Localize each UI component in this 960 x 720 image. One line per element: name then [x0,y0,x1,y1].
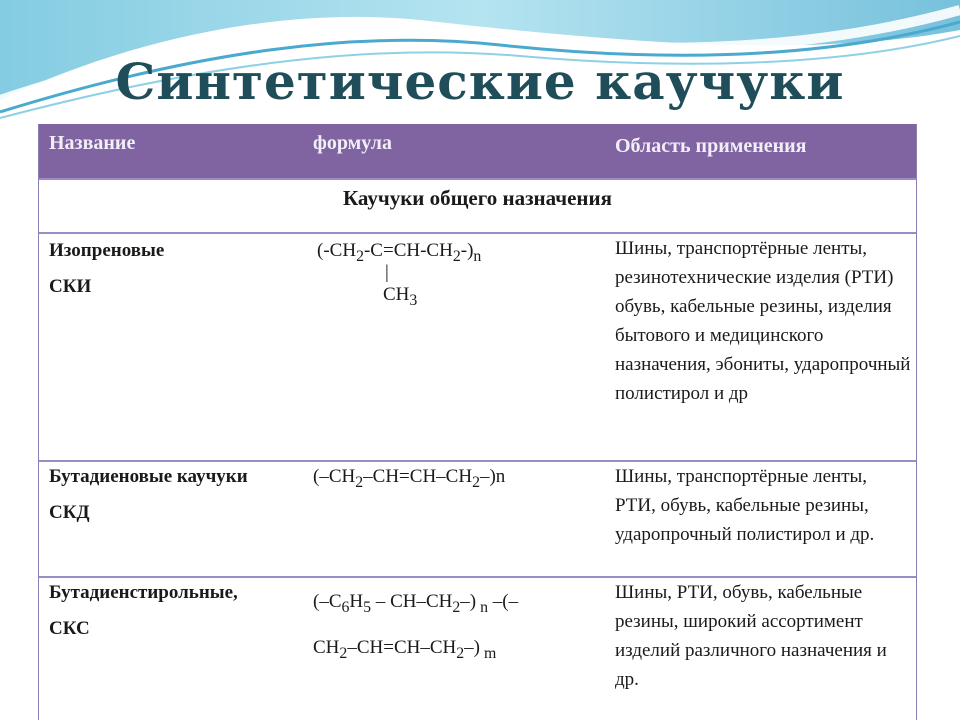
rubber-formula: $(-CH_2-C=CH-CH_2-)_n$ | $CH_3$ [317,240,482,309]
table-header-row [39,124,916,178]
rubber-application: Шины, транспортёрные ленты, РТИ, обувь, кабельные резины, ударопрочный полистирол и др. [615,466,875,545]
page-title: Синтетические каучуки [115,52,845,111]
rubber-name: Бутадиенстирольные, СКС [49,582,309,640]
rubber-formula: $(-CH_2-CH=CH-CH_2-)n$ [313,466,506,491]
header-application: Область применения [615,135,807,157]
rubber-abbr: СКД [49,502,90,523]
table-row [39,578,916,720]
header-name: Название [49,132,136,154]
table-row [39,462,916,578]
header-formula: формула [313,132,393,154]
rubber-name: Бутадиеновые каучуки СКД [49,466,309,524]
table-row [39,234,916,462]
rubber-name: Изопреновые СКИ [49,240,309,298]
section-row [39,178,916,234]
rubber-abbr: СКС [49,618,90,639]
formula-branch: | $CH_3$ [383,262,418,309]
rubber-application: Шины, РТИ, обувь, кабельные резины, широкий ассортимент изделий различного назначения и др. [615,582,887,690]
rubber-abbr: СКИ [49,276,92,297]
section-title: Каучуки общего назначения [342,186,612,210]
rubber-formula: $(-C_6H_5 - CH-CH_2-)$ $_n$ –(– $CH_2-CH=CH-CH_2-$) $_m$ [313,591,519,662]
rubber-application: Шины, транспортёрные ленты, резинотехнические изделия (РТИ) обувь, кабельные резины, изделия бытового и медицинского назначения, эбониты, ударопрочный полистирол и др [615,238,911,404]
rubber-table [38,124,917,720]
